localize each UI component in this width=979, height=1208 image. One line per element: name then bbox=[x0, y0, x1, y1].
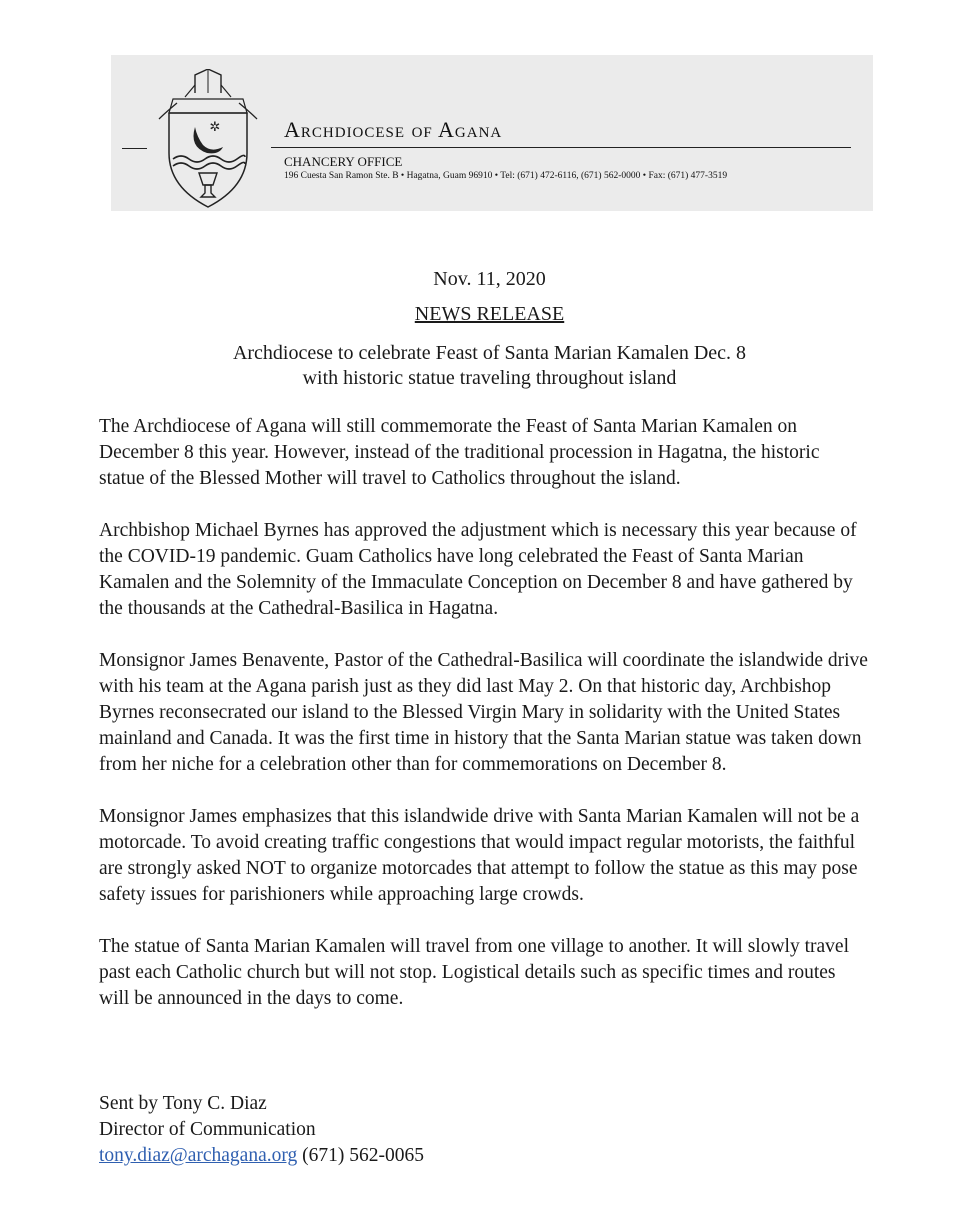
email-link[interactable]: tony.diaz@archagana.org bbox=[99, 1145, 298, 1166]
paragraph-2: Archbishop Michael Byrnes has approved the adjustment which is necessary this year because of the COVID-19 pandemic. Guam Catholics have long celebrated the Feast of Santa Marian Kamalen and the Solemnity of the Immaculate Conception on December 8 and have gathered by the thousands at the Cathedral-Basilica in Hagatna. bbox=[99, 520, 857, 619]
paragraph-1: The Archdiocese of Agana will still commemorate the Feast of Santa Marian Kamalen on December 8 this year. However, instead of the traditional procession in Hagatna, the historic statue of the Blessed Mother will travel to Catholics throughout the island. bbox=[99, 416, 820, 489]
svg-text:✲: ✲ bbox=[209, 120, 221, 135]
sent-by: Sent by Tony C. Diaz bbox=[99, 1093, 267, 1114]
phone-number: (671) 562-0065 bbox=[297, 1145, 424, 1166]
diocesan-crest-icon bbox=[155, 69, 261, 209]
news-release-label: NEWS RELEASE bbox=[414, 303, 565, 325]
sender-role: Director of Communication bbox=[99, 1119, 316, 1140]
crest-rule bbox=[122, 148, 147, 149]
body-text bbox=[99, 414, 869, 1038]
letterhead bbox=[111, 55, 873, 211]
paragraph-3: Monsignor James Benavente, Pastor of the Cathedral-Basilica will coordinate the islandwide drive with his team at the Agana parish just as they did last May 2. On that historic day, Archbishop Byrnes reconsecrated our island to the Blessed Virgin Mary in solidarity with the United States mainland and Canada. It was the first time in history that the Santa Marian statue was taken down from her niche for a celebration other than for commemorations on December 8. bbox=[99, 650, 868, 775]
contact-line bbox=[99, 1143, 424, 1169]
chancery-office-label: CHANCERY OFFICE bbox=[284, 154, 403, 169]
letterhead-rule bbox=[271, 147, 851, 148]
headline-line-1: Archdiocese to celebrate Feast of Santa Marian Kamalen Dec. 8 bbox=[232, 342, 747, 364]
headline-line-2: with historic statue traveling throughout island bbox=[302, 367, 677, 389]
signature-block bbox=[99, 1091, 424, 1169]
paragraph-4: Monsignor James emphasizes that this islandwide drive with Santa Marian Kamalen will not be a motorcade. To avoid creating traffic congestions that would impact regular motorists, the faithful are strongly asked NOT to organize motorcades that attempt to follow the statue as this may pose safety issues for parishioners while approaching large crowds. bbox=[99, 806, 860, 905]
chancery-address: 196 Cuesta San Ramon Ste. B • Hagatna, Guam 96910 • Tel: (671) 472-6116, (671) 562-0000 • Fax: (671) 477-3519 bbox=[284, 171, 728, 181]
archdiocese-name: Archdiocese of Agana bbox=[284, 117, 503, 142]
release-date: Nov. 11, 2020 bbox=[433, 268, 546, 290]
paragraph-5: The statue of Santa Marian Kamalen will travel from one village to another. It will slowly travel past each Catholic church but will not stop. Logistical details such as specific times and routes will be announced in the days to come. bbox=[99, 936, 849, 1009]
